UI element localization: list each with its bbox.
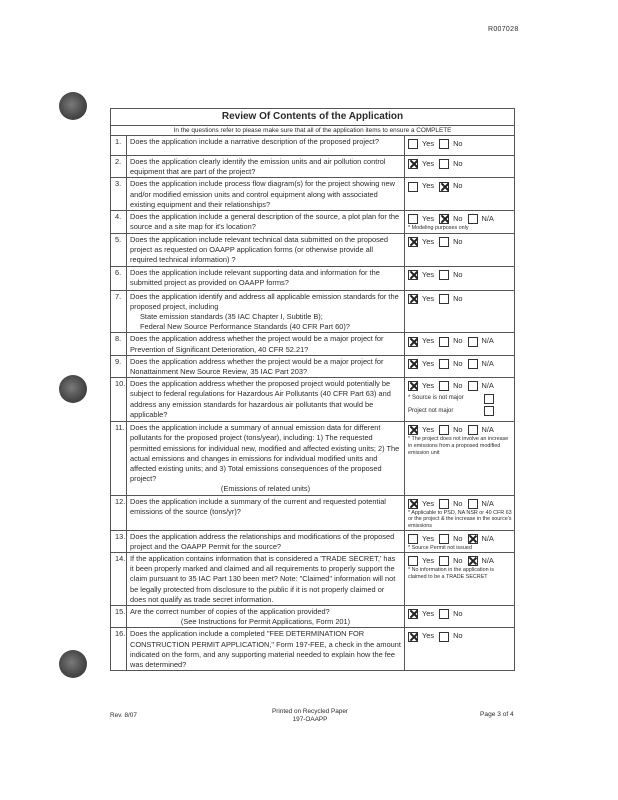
option-no[interactable] [439,381,462,391]
checkbox-yes[interactable] [408,359,418,369]
question-row [111,530,515,552]
answer-options [408,237,512,247]
question-text: Does the application address whether the proposed project would potentially be subject to federal regulations for Hazardous Air Pollutants (40 CFR Part 63) and address any emission standards for hazardous air pollutants that would be applicable? [130,379,391,419]
sub-checkbox-row [408,393,512,403]
question-text: Does the application include relevant supporting data and information for the submitted project as provided on OAAPP forms? [130,267,380,287]
option-label: No [453,237,463,247]
option-label: Yes [422,358,435,368]
answer-options [408,336,512,346]
option-yes[interactable] [408,294,434,304]
option-na[interactable] [468,336,494,346]
question-row [111,628,515,671]
option-no[interactable] [439,425,462,435]
question-row [111,553,515,606]
option-label: No [453,498,463,508]
option-label: Yes [422,269,435,279]
checkbox-no[interactable] [439,294,449,304]
option-label: No [453,381,463,391]
checkbox-no[interactable] [439,499,449,509]
question-text-cell [127,606,405,628]
answer-cell [405,628,515,671]
question-text: Does the application address the relationships and modifications of the proposed project and the OAAPP Permit for the source? [130,531,395,551]
option-na[interactable] [468,534,494,544]
checkbox-yes[interactable] [408,337,418,347]
form-instructions: In the questions refer to please make sure that all of the application items to ensure a COMPLETE [111,126,515,136]
punch-hole-middle [59,375,87,403]
question-row [111,234,515,267]
answer-cell [405,495,515,530]
option-yes[interactable] [408,534,434,544]
answer-cell [405,136,515,156]
question-text-cell [127,211,405,234]
question-row [111,136,515,156]
checkbox-na[interactable] [468,425,478,435]
answer-cell [405,333,515,355]
answer-options [408,139,512,149]
answer-options [408,270,512,280]
question-text: Does the application include a general description of the source, a plot plan for the source and a site map for it's location? [130,212,400,232]
checkbox-no[interactable] [439,214,449,224]
answer-options [408,556,512,566]
option-label: N/A [481,533,494,543]
question-text: Does the application include a summary of the current and requested potential emissions of the source (tons/yr)? [130,496,386,516]
option-no[interactable] [439,556,462,566]
option-no[interactable] [439,159,462,169]
option-no[interactable] [439,609,462,619]
option-label: Yes [422,159,435,168]
question-text: Does the application include process flow diagram(s) for the project showing new and/or modified emission units and control equipment along with associated existing equipment and their relationships? [130,179,395,209]
option-no[interactable] [439,237,462,247]
answer-cell [405,178,515,211]
question-number: 6. [111,266,127,290]
answer-cell [405,211,515,234]
checkbox-yes[interactable] [408,270,418,280]
option-label: N/A [481,498,494,508]
checkbox-yes[interactable] [408,159,418,169]
sub-checkbox-label: Project not major [408,407,454,414]
option-label: Yes [422,293,435,303]
answer-cell [405,156,515,178]
question-text-cell [127,495,405,530]
question-text: Does the application identify and address all applicable emission standards for the proposed project, including [130,291,399,311]
question-text-cell [127,136,405,156]
answer-options [408,159,512,169]
option-label: N/A [481,425,494,435]
option-label: Yes [422,181,435,191]
option-yes[interactable] [408,425,434,435]
question-row [111,333,515,355]
checkbox-no[interactable] [439,609,449,619]
option-no[interactable] [439,181,462,191]
option-no[interactable] [439,270,462,280]
question-number: 11. [111,422,127,495]
answer-cell [405,378,515,422]
checkbox-no[interactable] [439,534,449,544]
option-label: N/A [481,358,494,368]
checkbox-no[interactable] [439,237,449,247]
option-yes[interactable] [408,556,434,566]
option-yes[interactable] [408,237,434,247]
checkbox-yes[interactable] [408,182,418,192]
question-row [111,378,515,422]
option-no[interactable] [439,214,462,224]
checkbox-yes[interactable] [408,425,418,435]
answer-note: * Modeling purposes only [408,225,469,232]
option-label: No [453,533,463,543]
option-label: N/A [481,336,494,346]
option-label: No [453,336,463,346]
option-label: Yes [422,237,435,247]
checkbox-no[interactable] [439,632,449,642]
option-label: No [453,556,463,566]
question-row [111,211,515,234]
checkbox-no[interactable] [439,425,449,435]
answer-options [408,294,512,304]
checkbox-no[interactable] [439,556,449,566]
answer-cell [405,355,515,377]
option-label: Yes [422,533,435,543]
checkbox-na[interactable] [468,499,478,509]
sub-checkbox-row [408,406,512,416]
form-title: Review Of Contents of the Application [111,109,515,126]
option-label: No [453,139,463,148]
checkbox-yes[interactable] [408,499,418,509]
option-no[interactable] [439,336,462,346]
option-label: Yes [422,609,435,619]
answer-options [408,359,512,369]
answer-cell [405,266,515,290]
answer-options [408,381,512,391]
checkbox-yes[interactable] [408,381,418,391]
option-label: No [453,631,463,641]
question-text: Does the application address whether the project would be a major project for Prevention of Significant Deterioration, 40 CFR 52.21? [130,334,384,354]
option-label: No [453,609,463,619]
answer-options [408,534,512,544]
option-label: N/A [481,214,494,224]
question-number: 3. [111,178,127,211]
option-label: N/A [481,556,494,566]
option-yes[interactable] [408,214,434,224]
option-na[interactable] [468,499,494,509]
option-yes[interactable] [408,336,434,346]
question-number: 1. [111,136,127,156]
sub-checkbox-label: * Source is not major [408,395,464,402]
checkbox-no[interactable] [439,270,449,280]
option-yes[interactable] [408,381,434,391]
question-text-cell [127,422,405,495]
document-id: R007028 [488,26,519,33]
question-number: 2. [111,156,127,178]
question-number: 10. [111,378,127,422]
answer-note: * The project does not involve an increase in emissions from a proposed modified emission unit [408,436,509,456]
sub-checkbox[interactable] [484,394,494,404]
question-text: Does the application include a completed "FEE DETERMINATION FOR CONSTRUCTION PERMIT APPLICATION," Form 197-FEE, a check in the amount indicated on the form, and any supporting material needed to explain how the fee was determined? [130,629,401,670]
question-number: 16. [111,628,127,671]
question-text-cell [127,553,405,606]
question-number: 13. [111,530,127,552]
checkbox-no[interactable] [439,182,449,192]
question-text-cell [127,178,405,211]
checkbox-yes[interactable] [408,139,418,149]
checkbox-na[interactable] [468,337,478,347]
option-label: Yes [422,556,435,566]
question-row [111,355,515,377]
answer-options [408,425,512,435]
question-text-cell [127,290,405,333]
option-label: No [453,425,463,435]
option-na[interactable] [468,425,494,435]
checkbox-yes[interactable] [408,294,418,304]
option-label: Yes [422,498,435,508]
answer-options [408,499,512,509]
option-yes[interactable] [408,609,434,619]
question-text-cell [127,530,405,552]
question-number: 4. [111,211,127,234]
answer-note: * Source Permit not issued [408,544,472,551]
question-row [111,606,515,628]
option-no[interactable] [439,294,462,304]
option-label: No [453,358,463,368]
checkbox-na[interactable] [468,214,478,224]
option-label: No [453,181,463,191]
answer-cell [405,606,515,628]
question-text-cell [127,234,405,267]
checkbox-no[interactable] [439,381,449,391]
question-text-cell [127,266,405,290]
option-label: Yes [422,214,435,224]
option-label: N/A [481,381,494,391]
question-text: Are the correct number of copies of the application provided? [130,607,330,617]
checkbox-na[interactable] [468,556,478,566]
question-number: 7. [111,290,127,333]
question-text: Does the application include relevant technical data submitted on the proposed project as requested on OAAPP application forms (or otherwise provide all required technical information) ? [130,235,389,265]
option-no[interactable] [439,139,462,149]
option-label: Yes [422,139,435,148]
option-no[interactable] [439,534,462,544]
question-row [111,156,515,178]
option-na[interactable] [468,556,494,566]
question-number: 5. [111,234,127,267]
question-subnote: (See Instructions for Permit Applications, Form 201) [180,617,351,627]
answer-options [408,631,512,641]
question-number: 15. [111,606,127,628]
question-number: 9. [111,355,127,377]
punch-hole-bottom [59,650,87,678]
answer-cell [405,234,515,267]
answer-options [408,181,512,191]
checkbox-yes[interactable] [408,237,418,247]
answer-note: * Applicable to PSD, NA NSR or 40 CFR 63 or the project & the increase in the source's emissions [408,509,512,530]
option-yes[interactable] [408,359,434,369]
option-na[interactable] [468,381,494,391]
question-text: If the application contains information that is considered a 'TRADE SECRET,' has it been properly marked and claimed and all requirements to properly support the claim pursuant to 35 IAC Part 130 been met? Note: "Claimed" information will not be legally protected from disclosure to the public if it is not properly claimed or does not qualify as trade secret information. [130,554,396,604]
question-row [111,266,515,290]
question-subitem: State emission standards (35 IAC Chapter I, Subtitle B); [140,312,323,322]
answer-options [408,214,512,224]
question-text: Does the application include a narrative description of the proposed project? [130,137,379,146]
question-text-cell [127,355,405,377]
checkbox-no[interactable] [439,139,449,149]
checkbox-yes[interactable] [408,609,418,619]
question-text-cell [127,378,405,422]
punch-hole-top [59,92,87,120]
review-form-table [110,108,515,671]
question-subnote: (Emissions of related units) [220,484,311,494]
option-no[interactable] [439,631,462,641]
answer-cell [405,553,515,606]
question-text: Does the application clearly identify the emission units and air pollution control equipment that are part of the project? [130,157,386,177]
footer-form-number: 197-OAAPP [292,716,328,723]
footer-page-number: Page 3 of 4 [480,711,514,718]
checkbox-na[interactable] [468,359,478,369]
option-label: No [453,293,463,303]
option-label: No [453,214,463,224]
sub-checkbox[interactable] [484,406,494,416]
checkbox-yes[interactable] [408,556,418,566]
checkbox-no[interactable] [439,359,449,369]
checkbox-no[interactable] [439,159,449,169]
answer-options [408,609,512,619]
checkbox-no[interactable] [439,337,449,347]
footer-recycled-note: Printed on Recycled Paper [271,708,349,715]
checkbox-na[interactable] [468,534,478,544]
answer-cell [405,530,515,552]
option-yes[interactable] [408,270,434,280]
option-yes[interactable] [408,139,434,149]
question-number: 8. [111,333,127,355]
checkbox-yes[interactable] [408,214,418,224]
question-row [111,495,515,530]
option-label: Yes [422,425,435,435]
option-yes[interactable] [408,499,434,509]
question-number: 14. [111,553,127,606]
question-row [111,422,515,495]
checkbox-yes[interactable] [408,632,418,642]
option-label: Yes [422,336,435,346]
answer-cell [405,422,515,495]
option-no[interactable] [439,359,462,369]
checkbox-yes[interactable] [408,534,418,544]
option-yes[interactable] [408,159,434,169]
answer-note: * No information in the application is claimed to be a TRADE SECRET [408,567,494,580]
option-no[interactable] [439,499,462,509]
option-na[interactable] [468,359,494,369]
checkbox-na[interactable] [468,381,478,391]
option-yes[interactable] [408,631,434,641]
option-na[interactable] [468,214,494,224]
option-label: Yes [422,381,435,391]
question-number: 12. [111,495,127,530]
option-label: No [453,269,463,279]
question-row [111,290,515,333]
question-subitem: Federal New Source Performance Standards (40 CFR Part 60)? [140,322,350,332]
footer-center [250,708,370,724]
question-text-cell [127,628,405,671]
question-text-cell [127,333,405,355]
option-label: No [453,159,463,168]
answer-cell [405,290,515,333]
option-label: Yes [422,631,435,641]
footer-revision: Rev. 8/07 [110,712,137,719]
question-text-cell [127,156,405,178]
question-text: Does the application include a summary of annual emission data for different pollutants for the proposed project (tons/year), including: 1) The requested permitted emissions for individual new, modified and affected existing units; 2) The actual emissions and changes in emissions for individual modified units and affected existing units; and 3) Total emissions consequences of the proposed project? [130,423,400,484]
question-text: Does the application address whether the project would be a major project for Nonattainment New Source Review, 35 IAC Part 203? [130,356,384,377]
option-yes[interactable] [408,181,434,191]
question-row [111,178,515,211]
